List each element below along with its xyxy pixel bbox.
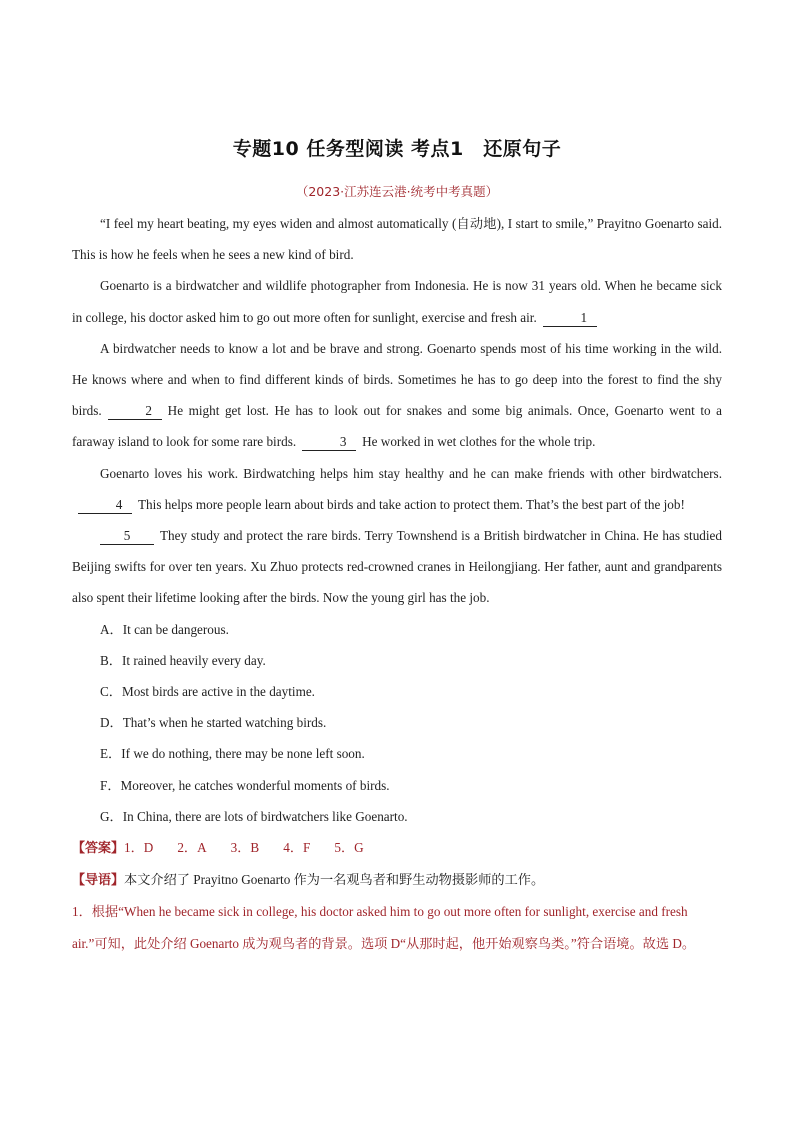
answer-line (72, 832, 722, 864)
answer-item: 4．F (283, 840, 311, 856)
blank-4[interactable]: 4 (78, 497, 132, 514)
answer-item: 5．G (334, 840, 364, 856)
options-list (72, 614, 722, 832)
paragraph-text: He might get lost. He has to look out for snakes and some big animals. Once, Goenarto went to a faraway island to look for some rare birds. (72, 403, 722, 450)
explanation-1: 1．根据“When he became sick in college, his doctor asked him to go out more often for sunlight, exercise and fresh air.”可知，此处介绍 Goenarto 成为观鸟者的背景。选项 D“从那时起，他开始观察鸟类。”符合语境。故选 D。 (72, 904, 696, 951)
document-body (72, 208, 722, 959)
option-g: G．In China, there are lots of birdwatchers like Goenarto. (100, 808, 408, 824)
answer-item: 2．A (177, 840, 207, 856)
passage-paragraph-5 (72, 520, 722, 614)
source-label: （2023·江苏连云港·统考中考真题） (295, 184, 499, 199)
passage-paragraph-1: “I feel my heart beating, my eyes widen and almost automatically (自动地), I start to smile,” Prayitno Goenarto said. This is how he feels when he sees a new kind of bird. (72, 216, 722, 263)
option-c: C．Most birds are active in the daytime. (100, 684, 315, 700)
guide-text: 本文介绍了 Prayitno Goenarto 作为一名观鸟者和野生动物摄影师的工作。 (124, 872, 545, 888)
option-e: E．If we do nothing, there may be none left soon. (100, 746, 365, 762)
option-b: B．It rained heavily every day. (100, 652, 266, 668)
passage-paragraph-3 (72, 333, 722, 458)
guide-tag: 【导语】 (72, 873, 125, 889)
passage-paragraph-2 (72, 270, 722, 332)
paragraph-text: This helps more people learn about birds and take action to protect them. That’s the best part of the job! (138, 496, 685, 512)
guide-line (72, 864, 722, 896)
option-f: F．Moreover, he catches wonderful moments of birds. (100, 777, 390, 793)
option-a: A．It can be dangerous. (100, 621, 229, 637)
answer-tag: 【答案】 (72, 841, 125, 857)
paragraph-text: Goenarto is a birdwatcher and wildlife photographer from Indonesia. He is now 31 years old. When he became sick in college, his doctor asked him to go out more often for sunlight, exercise and fresh air. (72, 278, 722, 325)
option-d: D．That’s when he started watching birds. (100, 715, 327, 731)
paragraph-text: A birdwatcher needs to know a lot and be brave and strong. Goenarto spends most of his time working in the wild. He knows where and when to find different kinds of birds. Sometimes he has to go deep into the forest to find the shy birds. (72, 340, 722, 419)
page-title: 专题10 任务型阅读 考点1 还原句子 (232, 138, 562, 160)
answer-item: 3．B (230, 840, 260, 856)
blank-1[interactable]: 1 (543, 310, 597, 327)
blank-3[interactable]: 3 (302, 434, 356, 451)
blank-5[interactable]: 5 (100, 528, 154, 545)
paragraph-text: They study and protect the rare birds. Terry Townshend is a British birdwatcher in China. He has studied Beijing swifts for over ten years. Xu Zhuo protects red-crowned cranes in Heilongjiang. Her father, aunt and grandparents also spent their lifetime looking after the birds. Now the young girl has the job. (72, 528, 722, 606)
paragraph-text: Goenarto loves his work. Birdwatching helps him stay healthy and he can make friends with other birdwatchers. (100, 465, 722, 481)
answer-item: 1．D (124, 840, 154, 856)
blank-2[interactable]: 2 (108, 403, 162, 420)
paragraph-text: He worked in wet clothes for the whole trip. (362, 434, 596, 450)
passage-paragraph-4 (72, 458, 722, 520)
